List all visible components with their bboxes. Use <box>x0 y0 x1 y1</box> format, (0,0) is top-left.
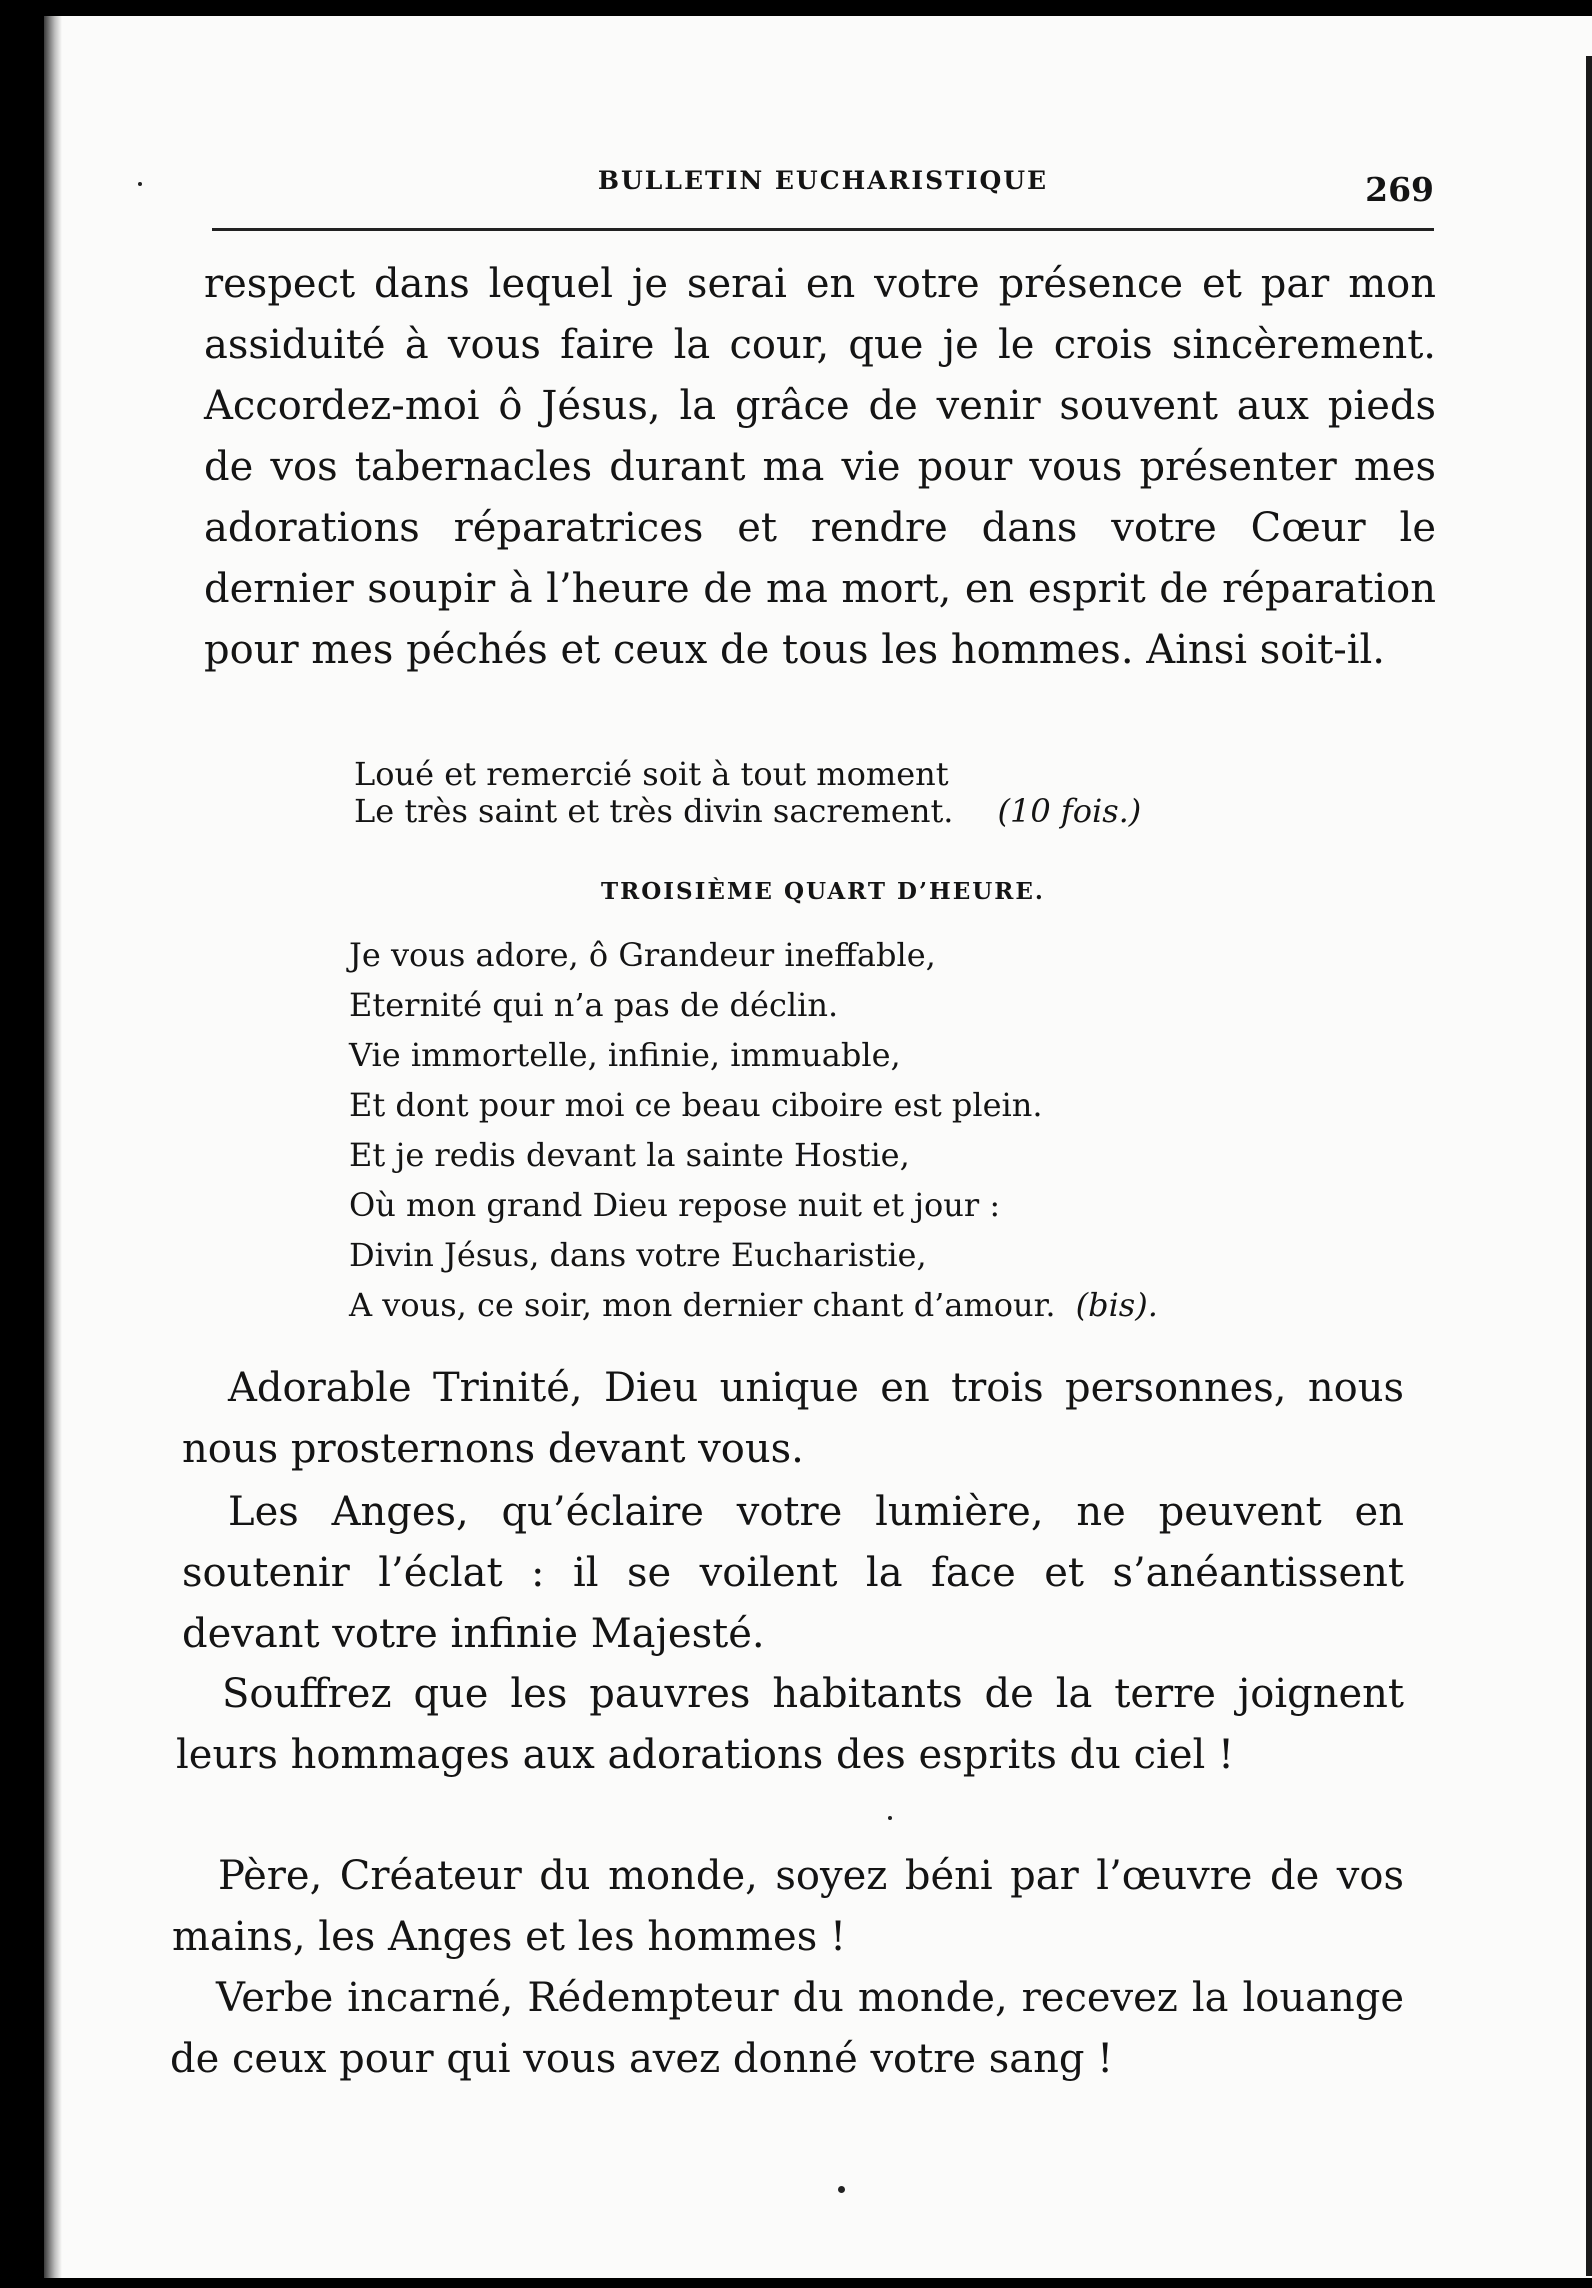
hymn-line: Et dont pour moi ce beau ciboire est plein. <box>349 1086 1043 1124</box>
hymn-line <box>349 1280 1399 1330</box>
paragraph-earth: Souffrez que les pauvres habitants de la terre joignent leurs hommages aux adorations des esprits du ciel ! <box>176 1671 1404 1778</box>
page-right-edge <box>1586 56 1592 2276</box>
hymn-line: Eternité qui n’a pas de déclin. <box>349 986 839 1024</box>
hymn-repeat-note: (bis). <box>1075 1286 1158 1324</box>
ink-speck <box>838 2186 845 2193</box>
refrain-line-2 <box>354 793 1354 830</box>
ink-speck <box>888 1816 892 1820</box>
running-header <box>212 148 1434 208</box>
paragraph-word: Verbe incarné, Rédempteur du monde, recevez la louange de ceux pour qui vous avez donné votre sang ! <box>170 1975 1404 2082</box>
hymn <box>349 930 1399 1330</box>
page-number: 269 <box>1365 170 1434 209</box>
book-page <box>44 16 1592 2278</box>
header-rule <box>212 228 1434 231</box>
section-title: TROISIÈME QUART D’HEURE. <box>601 878 1045 905</box>
hymn-last-line-text: A vous, ce soir, mon dernier chant d’amour. <box>349 1286 1056 1324</box>
hymn-line: Où mon grand Dieu repose nuit et jour : <box>349 1186 1001 1224</box>
opening-paragraph: respect dans lequel je serai en votre présence et par mon assiduité à vous faire la cour, que je le crois sincèrement. Accordez-moi ô Jésus, la grâce de venir souvent aux pieds de vos tabernacles durant ma vie pour vous présenter mes adorations réparatrices et rendre dans votre Cœur le dernier soupir à l’heure de ma mort, en esprit de réparation pour mes péchés et ceux de tous les hommes. Ainsi soit-il. <box>204 261 1436 673</box>
refrain-repeat-note: (10 fois.) <box>997 792 1142 830</box>
paragraph-father: Père, Créateur du monde, soyez béni par l’œuvre de vos mains, les Anges et les hommes ! <box>172 1853 1404 1960</box>
paragraph-angels: Les Anges, qu’éclaire votre lumière, ne peuvent en soutenir l’éclat : il se voilent la face et s’anéantissent devant votre infinie Majesté. <box>182 1489 1404 1657</box>
refrain <box>354 756 1354 830</box>
page-gutter-shadow <box>44 16 62 2278</box>
refrain-line-1: Loué et remercié soit à tout moment <box>354 755 949 793</box>
hymn-line: Et je redis devant la sainte Hostie, <box>349 1136 910 1174</box>
header-title: BULLETIN EUCHARISTIQUE <box>597 166 1049 195</box>
ink-speck <box>138 182 142 186</box>
paragraph-trinity: Adorable Trinité, Dieu unique en trois personnes, nous nous prosternons devant vous. <box>182 1365 1404 1472</box>
hymn-line: Divin Jésus, dans votre Eucharistie, <box>349 1236 927 1274</box>
hymn-line: Je vous adore, ô Grandeur ineffable, <box>349 936 936 974</box>
refrain-line-2-text: Le très saint et très divin sacrement. <box>354 792 954 830</box>
hymn-line: Vie immortelle, infinie, immuable, <box>349 1036 901 1074</box>
